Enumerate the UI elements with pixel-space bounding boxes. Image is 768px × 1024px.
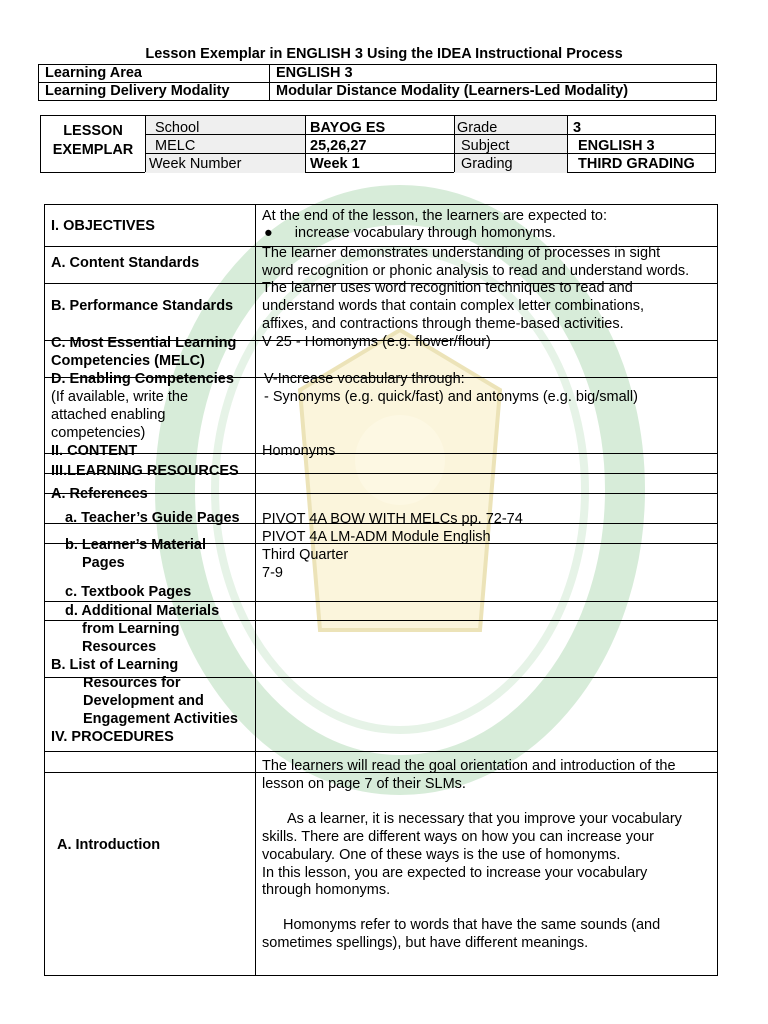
enabling-label-line1: D. Enabling Competencies (51, 371, 234, 387)
enabling-label-line2: (If available, write the (51, 389, 189, 405)
grade-label: Grade (457, 120, 498, 136)
list-resources-label-line1: B. List of Learning (51, 657, 179, 673)
additional-materials-label-line2: from Learning (82, 621, 180, 637)
content-standards-label: A. Content Standards (51, 255, 200, 271)
bullet-icon: ● (264, 225, 273, 241)
melc-label-line1: C. Most Essential Learning (51, 335, 237, 351)
intro-paragraph1-line1: As a learner, it is necessary that you improve your vocabulary (287, 811, 682, 827)
lesson-plan-table (44, 204, 718, 976)
list-resources-label-line4: Engagement Activities (83, 711, 238, 727)
enabling-label-line3: attached enabling (51, 407, 166, 423)
lesson-info-table (40, 115, 716, 173)
goal-orientation-line2: lesson on page 7 of their SLMs. (262, 776, 466, 792)
learning-resources-label: III.LEARNING RESOURCES (51, 463, 239, 479)
melc-value: 25,26,27 (310, 138, 367, 154)
list-resources-label-line2: Resources for (83, 675, 181, 691)
intro-paragraph3-line2: sometimes spellings), but have different meanings. (262, 935, 589, 951)
enabling-line1: V-Increase vocabulary through: (264, 371, 465, 387)
week-value: Week 1 (310, 156, 360, 172)
document-title: Lesson Exemplar in ENGLISH 3 Using the IDEA Instructional Process (145, 46, 623, 62)
intro-paragraph2-line2: through homonyms. (262, 882, 391, 898)
week-label: Week Number (149, 156, 242, 172)
lesson-exemplar-label (41, 122, 145, 160)
enabling-label-line4: competencies) (51, 425, 146, 441)
additional-materials-label-line1: d. Additional Materials (65, 603, 220, 619)
school-label: School (155, 120, 200, 136)
melc-competency-value: V 25 - Homonyms (e.g. flower/flour) (262, 334, 491, 350)
performance-standards-line1: The learner uses word recognition techniques to read and (262, 280, 633, 296)
goal-orientation-line1: The learners will read the goal orientation and introduction of the (262, 758, 676, 774)
objectives-line1: At the end of the lesson, the learners are expected to: (262, 208, 607, 224)
grade-value: 3 (573, 120, 582, 136)
performance-standards-line2: understand words that contain complex letter combinations, (262, 298, 645, 314)
learners-material-label-line1: b. Learner’s Material (65, 537, 207, 553)
subject-value: ENGLISH 3 (578, 138, 655, 154)
learning-area-value: ENGLISH 3 (276, 65, 353, 81)
content-standards-line1: The learner demonstrates understanding of processes in sight (262, 245, 661, 261)
intro-paragraph2-line1: In this lesson, you are expected to increase your vocabulary (262, 865, 648, 881)
objectives-label: I. OBJECTIVES (51, 218, 155, 234)
performance-standards-line3: affixes, and contractions through theme-based activities. (262, 316, 624, 332)
melc-label: MELC (155, 138, 196, 154)
objectives-bullet-text: increase vocabulary through homonyms. (294, 225, 556, 241)
intro-paragraph1-line3: vocabulary. One of these ways is the use of homonyms. (262, 847, 621, 863)
teachers-guide-value: PIVOT 4A BOW WITH MELCs pp. 72-74 (262, 511, 523, 527)
additional-materials-label-line3: Resources (82, 639, 157, 655)
introduction-label: A. Introduction (57, 837, 161, 853)
learners-material-value-line1: PIVOT 4A LM-ADM Module English (262, 529, 491, 545)
learners-material-label-line2: Pages (82, 555, 125, 571)
content-label: II. CONTENT (51, 443, 138, 459)
references-label: A. References (51, 486, 148, 502)
grading-value: THIRD GRADING (578, 156, 695, 172)
learners-material-value-line3: 7-9 (262, 565, 283, 581)
textbook-pages-label: c. Textbook Pages (65, 584, 192, 600)
school-value: BAYOG ES (310, 120, 386, 136)
performance-standards-label: B. Performance Standards (51, 298, 234, 314)
lesson-label-line1: LESSON (63, 123, 123, 139)
learning-area-table (38, 64, 717, 101)
content-standards-line2: word recognition or phonic analysis to read and understand words. (262, 263, 690, 279)
teachers-guide-label: a. Teacher’s Guide Pages (65, 510, 240, 526)
melc-label-line2: Competencies (MELC) (51, 353, 205, 369)
subject-label: Subject (461, 138, 510, 154)
modality-value: Modular Distance Modality (Learners-Led Modality) (276, 83, 629, 99)
objectives-bullet-item (264, 224, 556, 242)
grading-label: Grading (461, 156, 513, 172)
modality-label: Learning Delivery Modality (45, 83, 230, 99)
learning-area-label: Learning Area (45, 65, 142, 81)
list-resources-label-line3: Development and (83, 693, 204, 709)
intro-paragraph3-line1: Homonyms refer to words that have the same sounds (and (283, 917, 661, 933)
content-value: Homonyms (262, 443, 336, 459)
intro-paragraph1-line2: skills. There are different ways on how you can increase your (262, 829, 654, 845)
lesson-label-line2: EXEMPLAR (52, 142, 134, 158)
enabling-line2: - Synonyms (e.g. quick/fast) and antonyms (e.g. big/small) (264, 389, 638, 405)
procedures-label: IV. PROCEDURES (51, 729, 174, 745)
learners-material-value-line2: Third Quarter (262, 547, 349, 563)
